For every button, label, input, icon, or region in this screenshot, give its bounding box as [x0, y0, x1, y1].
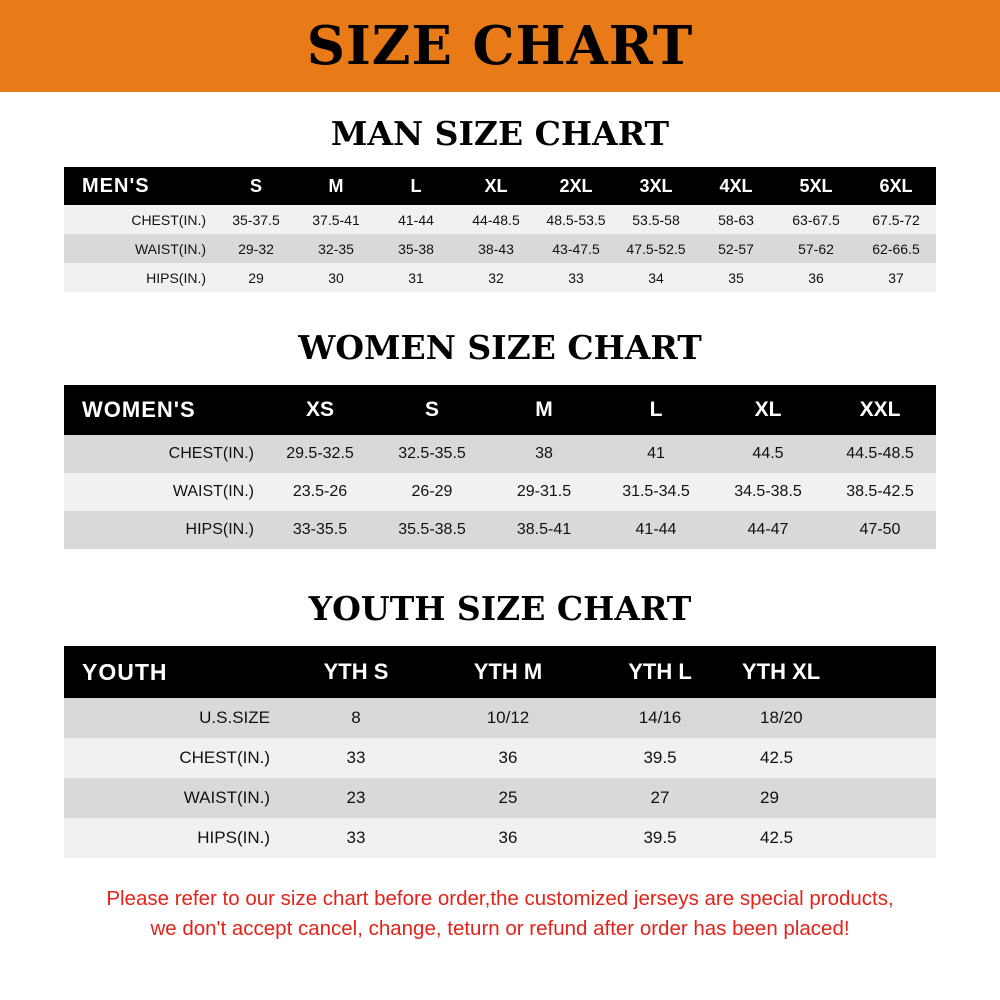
- table-row: [64, 698, 936, 738]
- row-label: CHEST(IN.): [179, 748, 270, 767]
- table-cell: 29-31.5: [516, 483, 572, 500]
- table-cell: 36: [498, 748, 518, 767]
- table-cell: 43-47.5: [552, 240, 600, 257]
- table-cell: 26-29: [411, 483, 453, 500]
- table-cell: 37.5-41: [312, 211, 360, 228]
- men-header-cell: MEN'S: [82, 174, 150, 197]
- table-cell: 44-48.5: [472, 211, 520, 228]
- table-cell: 38.5-41: [516, 521, 572, 538]
- youth-section-title: YOUTH SIZE CHART: [308, 589, 692, 628]
- footer-note-line-2: we don't accept cancel, change, teturn or refund after order has been placed!: [150, 916, 850, 940]
- table-cell: 35-38: [398, 240, 434, 257]
- table-row: [64, 778, 936, 818]
- row-label: WAIST(IN.): [172, 483, 254, 500]
- table-row: [64, 435, 936, 473]
- women-header-cell: S: [424, 398, 439, 421]
- table-cell: 36: [808, 269, 824, 286]
- table-cell: 39.5: [643, 748, 677, 767]
- table-cell: 33: [346, 748, 366, 767]
- table-cell: 27: [650, 788, 670, 807]
- table-cell: 39.5: [643, 828, 677, 847]
- table-row: [64, 511, 936, 549]
- row-label: CHEST(IN.): [131, 211, 206, 228]
- row-label: WAIST(IN.): [134, 240, 206, 257]
- row-label: U.S.SIZE: [199, 708, 270, 727]
- table-cell: 18/20: [760, 708, 803, 727]
- table-cell: 63-67.5: [792, 211, 840, 228]
- table-cell: 48.5-53.5: [546, 211, 606, 228]
- women-header-cell: XXL: [859, 398, 901, 421]
- footer-note: [0, 884, 1000, 943]
- table-cell: 33: [568, 269, 584, 286]
- table-cell: 35.5-38.5: [398, 521, 466, 538]
- table-cell: 8: [351, 708, 361, 727]
- table-row: [64, 738, 936, 778]
- footer-note-line-1: Please refer to our size chart before order,the customized jerseys are special products,: [106, 887, 894, 910]
- table-row: [64, 263, 936, 292]
- table-cell: 38.5-42.5: [846, 483, 914, 500]
- table-cell: 35-37.5: [232, 211, 280, 228]
- table-cell: 35: [728, 269, 744, 286]
- men-section-title: MAN SIZE CHART: [330, 114, 670, 153]
- women-header-cell: L: [649, 398, 663, 421]
- youth-size-table: [64, 646, 936, 858]
- table-cell: 62-66.5: [872, 240, 920, 257]
- men-table-header-row: [64, 167, 936, 205]
- men-header-cell: S: [249, 175, 262, 196]
- table-row: [64, 473, 936, 511]
- men-header-cell: 2XL: [559, 175, 593, 196]
- table-row: [64, 205, 936, 234]
- women-header-cell: XS: [305, 398, 334, 421]
- table-cell: 32.5-35.5: [398, 445, 466, 462]
- men-header-cell: M: [328, 175, 344, 196]
- table-cell: 33-35.5: [292, 521, 348, 538]
- table-cell: 29.5-32.5: [286, 445, 354, 462]
- table-cell: 29: [248, 269, 264, 286]
- table-cell: 29: [760, 788, 779, 807]
- table-cell: 32-35: [318, 240, 354, 257]
- women-header-cell: XL: [754, 398, 782, 421]
- table-cell: 29-32: [238, 240, 274, 257]
- page-title: SIZE CHART: [306, 14, 694, 77]
- women-header-cell: WOMEN'S: [82, 397, 196, 422]
- men-header-cell: 4XL: [719, 175, 753, 196]
- men-header-cell: 6XL: [879, 175, 913, 196]
- youth-table-header-row: [64, 646, 936, 698]
- table-cell: 31: [408, 269, 424, 286]
- row-label: WAIST(IN.): [183, 788, 270, 807]
- table-cell: 25: [498, 788, 518, 807]
- table-cell: 42.5: [760, 748, 794, 767]
- table-cell: 44-47: [747, 521, 789, 538]
- table-cell: 10/12: [486, 708, 530, 727]
- table-cell: 34.5-38.5: [734, 483, 802, 500]
- youth-header-cell: YOUTH: [82, 658, 168, 685]
- table-cell: 38-43: [478, 240, 514, 257]
- women-section-title: WOMEN SIZE CHART: [298, 328, 702, 367]
- table-cell: 14/16: [638, 708, 682, 727]
- table-cell: 67.5-72: [872, 211, 920, 228]
- table-cell: 42.5: [760, 828, 794, 847]
- table-cell: 58-63: [718, 211, 754, 228]
- men-header-cell: 5XL: [799, 175, 833, 196]
- table-cell: 34: [648, 269, 664, 286]
- table-cell: 47-50: [859, 521, 901, 538]
- women-size-table: [64, 385, 936, 549]
- table-cell: 23: [346, 788, 366, 807]
- table-cell: 38: [535, 445, 553, 462]
- youth-header-cell: YTH S: [323, 659, 389, 684]
- men-header-cell: L: [410, 175, 422, 196]
- table-cell: 57-62: [798, 240, 834, 257]
- table-cell: 41-44: [398, 211, 434, 228]
- men-header-cell: 3XL: [639, 175, 673, 196]
- row-label: HIPS(IN.): [197, 828, 270, 847]
- table-cell: 44.5: [752, 445, 784, 462]
- table-cell: 33: [346, 828, 366, 847]
- table-cell: 23.5-26: [292, 483, 348, 500]
- table-row: [64, 234, 936, 263]
- table-cell: 44.5-48.5: [846, 445, 914, 462]
- table-cell: 41-44: [635, 521, 677, 538]
- row-label: CHEST(IN.): [168, 445, 254, 462]
- table-cell: 36: [498, 828, 518, 847]
- table-cell: 32: [488, 269, 504, 286]
- youth-header-cell: YTH XL: [742, 659, 821, 684]
- table-cell: 47.5-52.5: [626, 240, 686, 257]
- table-cell: 52-57: [718, 240, 754, 257]
- table-cell: 53.5-58: [632, 211, 680, 228]
- table-row: [64, 818, 936, 858]
- table-cell: 30: [328, 269, 344, 286]
- header-banner: [0, 0, 1000, 92]
- men-header-cell: XL: [484, 175, 508, 196]
- row-label: HIPS(IN.): [146, 269, 206, 286]
- row-label: HIPS(IN.): [185, 521, 254, 538]
- table-cell: 37: [888, 269, 904, 286]
- women-table-header-row: [64, 385, 936, 435]
- women-header-cell: M: [535, 398, 553, 421]
- youth-header-cell: YTH L: [628, 659, 692, 684]
- table-cell: 31.5-34.5: [622, 483, 690, 500]
- table-cell: 41: [647, 445, 665, 462]
- men-size-table: [64, 167, 936, 292]
- youth-header-cell: YTH M: [473, 659, 543, 684]
